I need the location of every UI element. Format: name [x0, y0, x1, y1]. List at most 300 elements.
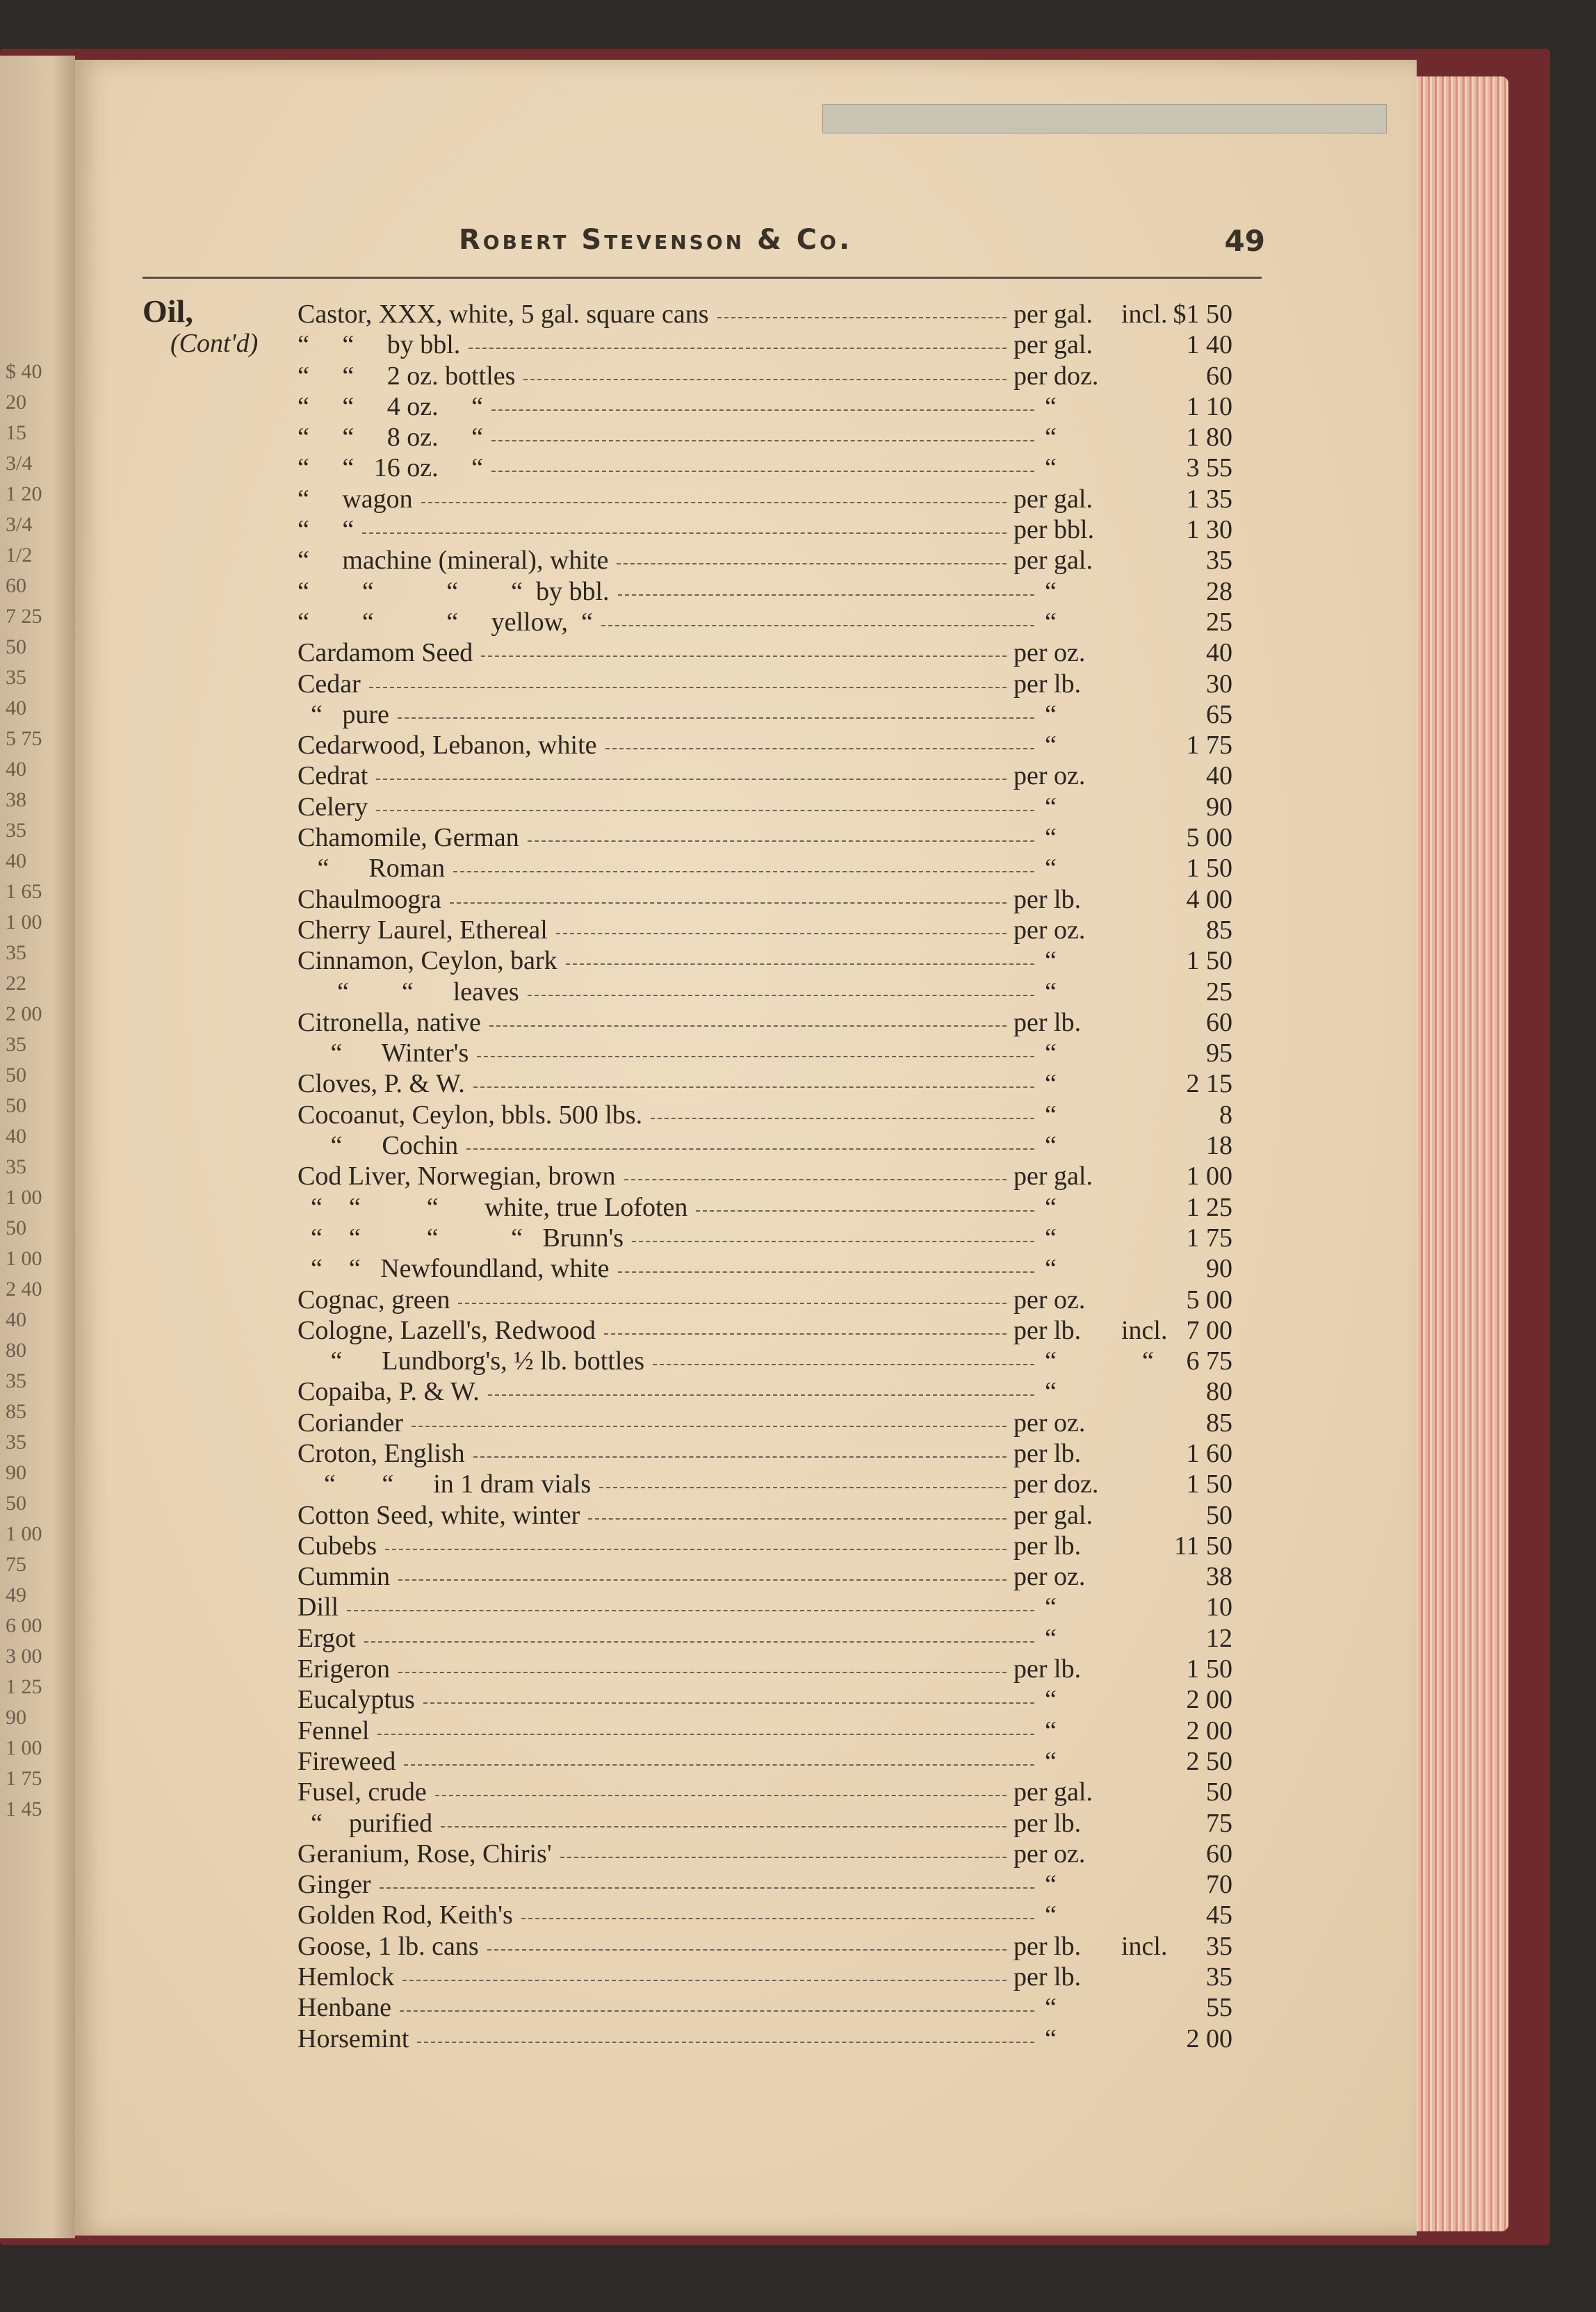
item-price: 35: [1206, 1931, 1232, 1961]
price-list-row: [298, 1038, 1271, 1068]
facing-page-price-fragment: 50: [6, 635, 26, 658]
dot-leader: [491, 409, 1034, 411]
item-price: 1 50: [1186, 946, 1232, 976]
item-incl: incl.: [1121, 1315, 1168, 1345]
dot-leader: [487, 1949, 1007, 1951]
item-unit: “: [1045, 823, 1057, 853]
price-list-row: [298, 1192, 1271, 1223]
item-unit: “: [1045, 2024, 1057, 2053]
facing-page-price-fragment: 1 20: [6, 482, 42, 505]
item-price: 65: [1206, 699, 1232, 729]
item-price: 95: [1206, 1039, 1232, 1068]
item-name: “ “ 16 oz. “: [298, 453, 483, 483]
item-price: $1 50: [1173, 300, 1232, 329]
facing-page-price-fragment: 50: [6, 1216, 26, 1239]
facing-page-price-fragment: 3/4: [6, 452, 33, 475]
page-number: 49: [1224, 224, 1265, 258]
item-price: 2 00: [1186, 1716, 1232, 1745]
dot-leader: [717, 317, 1007, 318]
item-price: 28: [1206, 576, 1232, 606]
item-name: Celery: [298, 792, 368, 822]
item-price: 75: [1206, 1808, 1232, 1838]
facing-page-price-fragment: 35: [6, 1431, 26, 1454]
price-list-row: [298, 1223, 1271, 1253]
price-list-row: [298, 760, 1271, 791]
facing-page-price-fragment: 1/2: [6, 544, 33, 567]
item-price: 45: [1206, 1900, 1232, 1930]
item-price: 2 50: [1186, 1746, 1232, 1776]
item-unit: per gal.: [1013, 546, 1093, 576]
item-price: 30: [1206, 669, 1232, 699]
item-unit: per oz.: [1013, 1285, 1086, 1314]
item-unit: “: [1045, 1192, 1057, 1222]
item-unit: “: [1045, 1993, 1057, 2023]
item-unit: per oz.: [1013, 1408, 1086, 1438]
price-list-row: [298, 1900, 1271, 1930]
item-name: Golden Rod, Keith's: [298, 1900, 513, 1930]
price-list-row: [298, 1654, 1271, 1684]
item-unit: “: [1045, 1746, 1057, 1776]
header-rule: [142, 277, 1262, 279]
item-price: 1 50: [1186, 1654, 1232, 1684]
item-unit: “: [1045, 391, 1057, 421]
dot-leader: [556, 933, 1007, 934]
price-list-row: [298, 1531, 1271, 1561]
dot-leader: [347, 1610, 1034, 1611]
item-name: Cedrat: [298, 761, 368, 791]
item-name: “ “: [298, 515, 355, 545]
price-list-row: [298, 1777, 1271, 1807]
facing-page-price-fragment: 90: [6, 1706, 26, 1729]
facing-page-price-fragment: 6 00: [6, 1614, 42, 1637]
item-name: “ machine (mineral), white: [298, 546, 609, 576]
item-price: 10: [1206, 1593, 1232, 1622]
price-list-row: [298, 1931, 1271, 1962]
price-list-row: [298, 2024, 1271, 2054]
item-name: “ “ Newfoundland, white: [298, 1254, 610, 1284]
price-list-row: [298, 391, 1271, 422]
dot-leader: [376, 810, 1034, 811]
dot-leader: [566, 963, 1034, 965]
item-price: 2 00: [1186, 1685, 1232, 1715]
item-unit: “: [1045, 1100, 1057, 1130]
item-price: 25: [1206, 977, 1232, 1007]
facing-page-price-fragment: 20: [6, 391, 26, 414]
item-name: Cod Liver, Norwegian, brown: [298, 1162, 616, 1191]
item-price: 1 80: [1186, 423, 1232, 453]
item-unit: “: [1045, 1254, 1057, 1284]
item-price: 35: [1206, 1962, 1232, 1992]
price-list-row: [298, 1068, 1271, 1099]
price-list-row: [298, 915, 1271, 945]
item-price: 1 75: [1186, 731, 1232, 760]
dot-leader: [466, 1148, 1034, 1150]
price-list-row: [298, 545, 1271, 576]
item-unit: per oz.: [1013, 1562, 1086, 1592]
item-unit: per gal.: [1013, 330, 1093, 360]
dot-leader: [588, 1518, 1007, 1520]
facing-page-price-fragment: 35: [6, 1155, 26, 1178]
item-name: “ Cochin: [298, 1131, 459, 1161]
item-name: “ “ 2 oz. bottles: [298, 361, 516, 391]
item-price: 40: [1206, 638, 1232, 668]
item-name: “ purified: [298, 1808, 433, 1838]
item-name: “ Roman: [298, 854, 446, 884]
item-name: Erigeron: [298, 1654, 390, 1684]
dot-leader: [369, 687, 1007, 688]
item-name: “ “ “ yellow, “: [298, 607, 593, 637]
dot-leader: [491, 440, 1034, 441]
item-name: Cedar: [298, 669, 361, 699]
facing-page-price-fragment: 1 00: [6, 1247, 42, 1270]
item-name: Eucalyptus: [298, 1685, 415, 1715]
dot-leader: [385, 1549, 1007, 1550]
item-name: Hemlock: [298, 1962, 395, 1992]
dot-leader: [458, 1303, 1007, 1304]
price-list-row: [298, 853, 1271, 884]
facing-page-price-fragment: 1 00: [6, 1736, 42, 1759]
item-name: Fusel, crude: [298, 1777, 427, 1807]
facing-page-price-fragment: 49: [6, 1584, 26, 1606]
item-name: Horsemint: [298, 2024, 409, 2053]
item-name: Cotton Seed, white, winter: [298, 1500, 580, 1530]
item-price: 85: [1206, 915, 1232, 945]
item-name: Chamomile, German: [298, 823, 519, 853]
dot-leader: [421, 502, 1007, 503]
item-unit: per oz.: [1013, 761, 1086, 791]
item-price: 35: [1206, 546, 1232, 576]
dot-leader: [489, 1025, 1007, 1027]
dot-leader: [402, 1980, 1007, 1981]
item-unit: “: [1045, 1069, 1057, 1099]
item-incl: “: [1142, 1346, 1154, 1376]
dot-leader: [453, 871, 1034, 872]
item-price: 3 55: [1186, 453, 1232, 483]
price-list-row: [298, 1346, 1271, 1376]
item-name: Cognac, green: [298, 1285, 450, 1314]
item-price: 1 50: [1186, 1470, 1232, 1499]
item-unit: “: [1045, 1039, 1057, 1068]
item-name: Coriander: [298, 1408, 403, 1438]
item-name: “ “ “ “ by bbl.: [298, 576, 610, 606]
price-list-row: [298, 422, 1271, 453]
price-list-row: [298, 1315, 1271, 1346]
facing-page-price-fragment: 1 25: [6, 1675, 42, 1698]
section-title: Oil,: [142, 293, 193, 329]
dot-leader: [376, 779, 1007, 780]
item-price: 1 30: [1186, 515, 1232, 545]
item-unit: “: [1045, 1131, 1057, 1161]
item-unit: “: [1045, 1870, 1057, 1900]
item-price: 40: [1206, 761, 1232, 791]
item-name: Geranium, Rose, Chiris': [298, 1839, 552, 1869]
dot-leader: [404, 1764, 1034, 1766]
item-unit: per lb.: [1013, 1531, 1082, 1561]
item-name: “ wagon: [298, 484, 413, 514]
item-incl: incl.: [1121, 300, 1168, 329]
dot-leader: [488, 1394, 1034, 1396]
dot-leader: [599, 1487, 1007, 1488]
price-list-row: [298, 1469, 1271, 1499]
facing-page-price-fragment: 50: [6, 1094, 26, 1117]
item-unit: per bbl.: [1013, 515, 1095, 545]
item-unit: per doz.: [1013, 1470, 1099, 1499]
dot-leader: [624, 1179, 1007, 1180]
item-unit: “: [1045, 607, 1057, 637]
item-unit: “: [1045, 1685, 1057, 1715]
item-name: “ “ “ white, true Lofoten: [298, 1192, 688, 1222]
item-unit: “: [1045, 792, 1057, 822]
price-list-row: [298, 607, 1271, 637]
facing-page-price-fragment: 1 75: [6, 1767, 42, 1790]
dot-leader: [528, 995, 1034, 996]
item-unit: “: [1045, 699, 1057, 729]
facing-page-price-fragment: 1 45: [6, 1798, 42, 1821]
price-list-row: [298, 1962, 1271, 1992]
item-price: 60: [1206, 1007, 1232, 1037]
item-price: 25: [1206, 607, 1232, 637]
price-list-row: [298, 1716, 1271, 1746]
price-list-row: [298, 1623, 1271, 1654]
dot-leader: [398, 1672, 1007, 1673]
facing-page-price-fragment: 75: [6, 1553, 26, 1576]
item-price: 1 25: [1186, 1192, 1232, 1222]
dot-leader: [651, 1118, 1034, 1119]
facing-page-price-fragment: 60: [6, 574, 26, 597]
dot-leader: [560, 1857, 1007, 1858]
item-unit: per oz.: [1013, 1839, 1086, 1869]
price-list-row: [298, 1592, 1271, 1622]
dot-leader: [398, 1579, 1007, 1581]
price-list: [298, 299, 1271, 2054]
item-name: “ Lundborg's, ½ lb. bottles: [298, 1346, 645, 1376]
facing-page-price-fragment: 40: [6, 849, 26, 872]
item-name: Castor, XXX, white, 5 gal. square cans: [298, 300, 709, 329]
price-list-row: [298, 329, 1271, 360]
item-unit: per lb.: [1013, 1438, 1082, 1468]
item-name: “ “ leaves: [298, 977, 519, 1007]
item-unit: “: [1045, 1377, 1057, 1407]
price-list-row: [298, 1561, 1271, 1592]
dot-leader: [417, 2042, 1034, 2043]
item-price: 60: [1206, 361, 1232, 391]
price-list-row: [298, 1007, 1271, 1038]
item-unit: per gal.: [1013, 484, 1093, 514]
price-list-row: [298, 1130, 1271, 1161]
facing-page-price-fragment: 5 75: [6, 727, 42, 750]
dot-leader: [380, 1887, 1034, 1889]
price-list-row: [298, 1408, 1271, 1438]
item-unit: “: [1045, 1223, 1057, 1253]
item-unit: per lb.: [1013, 1962, 1082, 1992]
price-list-row: [298, 1869, 1271, 1900]
dot-leader: [491, 471, 1034, 472]
item-price: 50: [1206, 1777, 1232, 1807]
item-price: 1 50: [1186, 854, 1232, 884]
dot-leader: [473, 1086, 1034, 1088]
item-name: Ergot: [298, 1623, 356, 1653]
price-list-row: [298, 1100, 1271, 1130]
dot-leader: [377, 1734, 1034, 1735]
price-list-row: [298, 1839, 1271, 1869]
price-list-row: [298, 1161, 1271, 1191]
facing-page-price-fragment: 35: [6, 666, 26, 689]
item-unit: per lb.: [1013, 1931, 1082, 1961]
price-list-row: [298, 576, 1271, 607]
item-unit: “: [1045, 576, 1057, 606]
item-name: Ginger: [298, 1870, 371, 1900]
dot-leader: [632, 1241, 1034, 1242]
item-name: Croton, English: [298, 1438, 465, 1468]
item-price: 2 15: [1186, 1069, 1232, 1099]
price-list-row: [298, 669, 1271, 699]
price-list-row: [298, 822, 1271, 853]
item-price: 1 35: [1186, 484, 1232, 514]
paper-tab: [822, 104, 1387, 133]
price-list-row: [298, 453, 1271, 483]
item-unit: “: [1045, 1900, 1057, 1930]
price-list-row: [298, 945, 1271, 976]
price-list-row: [298, 1500, 1271, 1531]
facing-page-price-fragment: 35: [6, 941, 26, 964]
item-price: 12: [1206, 1623, 1232, 1653]
price-list-row: [298, 1376, 1271, 1407]
dot-leader: [696, 1210, 1034, 1212]
dot-leader: [473, 1456, 1007, 1458]
item-unit: “: [1045, 453, 1057, 483]
item-unit: “: [1045, 854, 1057, 884]
item-name: “ pure: [298, 699, 389, 729]
item-price: 5 00: [1186, 1285, 1232, 1314]
item-name: Cocoanut, Ceylon, bbls. 500 lbs.: [298, 1100, 643, 1130]
item-price: 11 50: [1173, 1531, 1232, 1561]
left-page-fragment: [0, 56, 75, 2238]
dot-leader: [601, 625, 1034, 626]
price-list-row: [298, 1746, 1271, 1777]
dot-leader: [521, 1918, 1034, 1919]
facing-page-price-fragment: 35: [6, 1033, 26, 1056]
item-price: 5 00: [1186, 823, 1232, 853]
item-price: 1 60: [1186, 1438, 1232, 1468]
item-unit: per gal.: [1013, 1500, 1093, 1530]
item-name: Cardamom Seed: [298, 638, 473, 668]
facing-page-price-fragment: 35: [6, 1369, 26, 1392]
item-unit: “: [1045, 731, 1057, 760]
dot-leader: [617, 563, 1007, 564]
item-price: 6 75: [1186, 1346, 1232, 1376]
price-list-row: [298, 1684, 1271, 1715]
facing-page-price-fragment: 35: [6, 819, 26, 842]
item-name: Cummin: [298, 1562, 391, 1592]
item-name: Copaiba, P. & W.: [298, 1377, 480, 1407]
facing-page-price-fragment: 38: [6, 788, 26, 811]
facing-page-price-fragment: 3/4: [6, 513, 33, 536]
price-list-row: [298, 484, 1271, 514]
section-continued: (Cont'd): [170, 329, 259, 358]
running-header: [142, 224, 1265, 272]
item-name: “ “ 8 oz. “: [298, 423, 483, 453]
item-unit: “: [1045, 1716, 1057, 1745]
dot-leader: [450, 902, 1007, 904]
dot-leader: [523, 379, 1007, 380]
dot-leader: [441, 1826, 1007, 1827]
price-list-row: [298, 699, 1271, 730]
item-price: 1 75: [1186, 1223, 1232, 1253]
facing-page-price-fragment: 22: [6, 972, 26, 995]
item-name: “ Winter's: [298, 1039, 469, 1068]
item-name: Cologne, Lazell's, Redwood: [298, 1315, 596, 1345]
item-name: “ “ “ “ Brunn's: [298, 1223, 624, 1253]
dot-leader: [477, 1056, 1034, 1057]
item-price: 7 00: [1186, 1315, 1232, 1345]
item-unit: “: [1045, 1593, 1057, 1622]
page-edges: [1404, 76, 1508, 2231]
facing-page-price-fragment: 80: [6, 1339, 26, 1362]
item-price: 70: [1206, 1870, 1232, 1900]
price-list-row: [298, 884, 1271, 915]
item-unit: “: [1045, 946, 1057, 976]
item-name: “ “ in 1 dram vials: [298, 1470, 592, 1499]
facing-page-price-fragment: 85: [6, 1400, 26, 1423]
dot-leader: [362, 532, 1007, 534]
item-name: “ “ by bbl.: [298, 330, 461, 360]
price-list-row: [298, 514, 1271, 545]
price-list-row: [298, 792, 1271, 822]
item-name: Dill: [298, 1593, 339, 1622]
price-list-row: [298, 1285, 1271, 1315]
facing-page-price-fragment: 1 00: [6, 1522, 42, 1545]
item-unit: per gal.: [1013, 300, 1093, 329]
facing-page-price-fragment: 3 00: [6, 1645, 42, 1668]
facing-page-price-fragment: 7 25: [6, 605, 42, 628]
item-price: 1 40: [1186, 330, 1232, 360]
dot-leader: [469, 348, 1007, 349]
item-name: Citronella, native: [298, 1007, 481, 1037]
item-unit: per doz.: [1013, 361, 1099, 391]
price-list-row: [298, 730, 1271, 760]
dot-leader: [481, 656, 1007, 657]
item-name: Fireweed: [298, 1746, 396, 1776]
item-price: 55: [1206, 1993, 1232, 2023]
item-name: Cherry Laurel, Ethereal: [298, 915, 548, 945]
price-list-row: [298, 637, 1271, 668]
price-list-row: [298, 1808, 1271, 1839]
item-price: 90: [1206, 1254, 1232, 1284]
price-list-row: [298, 361, 1271, 391]
item-unit: “: [1045, 423, 1057, 453]
dot-leader: [618, 1271, 1035, 1273]
facing-page-price-fragment: 2 40: [6, 1278, 42, 1301]
item-price: 90: [1206, 792, 1232, 822]
facing-page-price-fragment: 50: [6, 1064, 26, 1086]
dot-leader: [618, 594, 1034, 596]
price-list-row: [298, 977, 1271, 1007]
price-list-row: [298, 1992, 1271, 2023]
facing-page-price-fragment: 15: [6, 421, 26, 444]
item-name: Cubebs: [298, 1531, 377, 1561]
item-name: “ “ 4 oz. “: [298, 391, 483, 421]
item-unit: per lb.: [1013, 669, 1082, 699]
item-price: 8: [1219, 1100, 1232, 1130]
item-unit: per gal.: [1013, 1162, 1093, 1191]
item-price: 85: [1206, 1408, 1232, 1438]
dot-leader: [398, 717, 1034, 719]
item-price: 38: [1206, 1562, 1232, 1592]
facing-page-price-fragment: 50: [6, 1492, 26, 1515]
publisher-title: Robert Stevenson & Co.: [459, 224, 853, 256]
dot-leader: [605, 748, 1034, 749]
item-unit: “: [1045, 977, 1057, 1007]
